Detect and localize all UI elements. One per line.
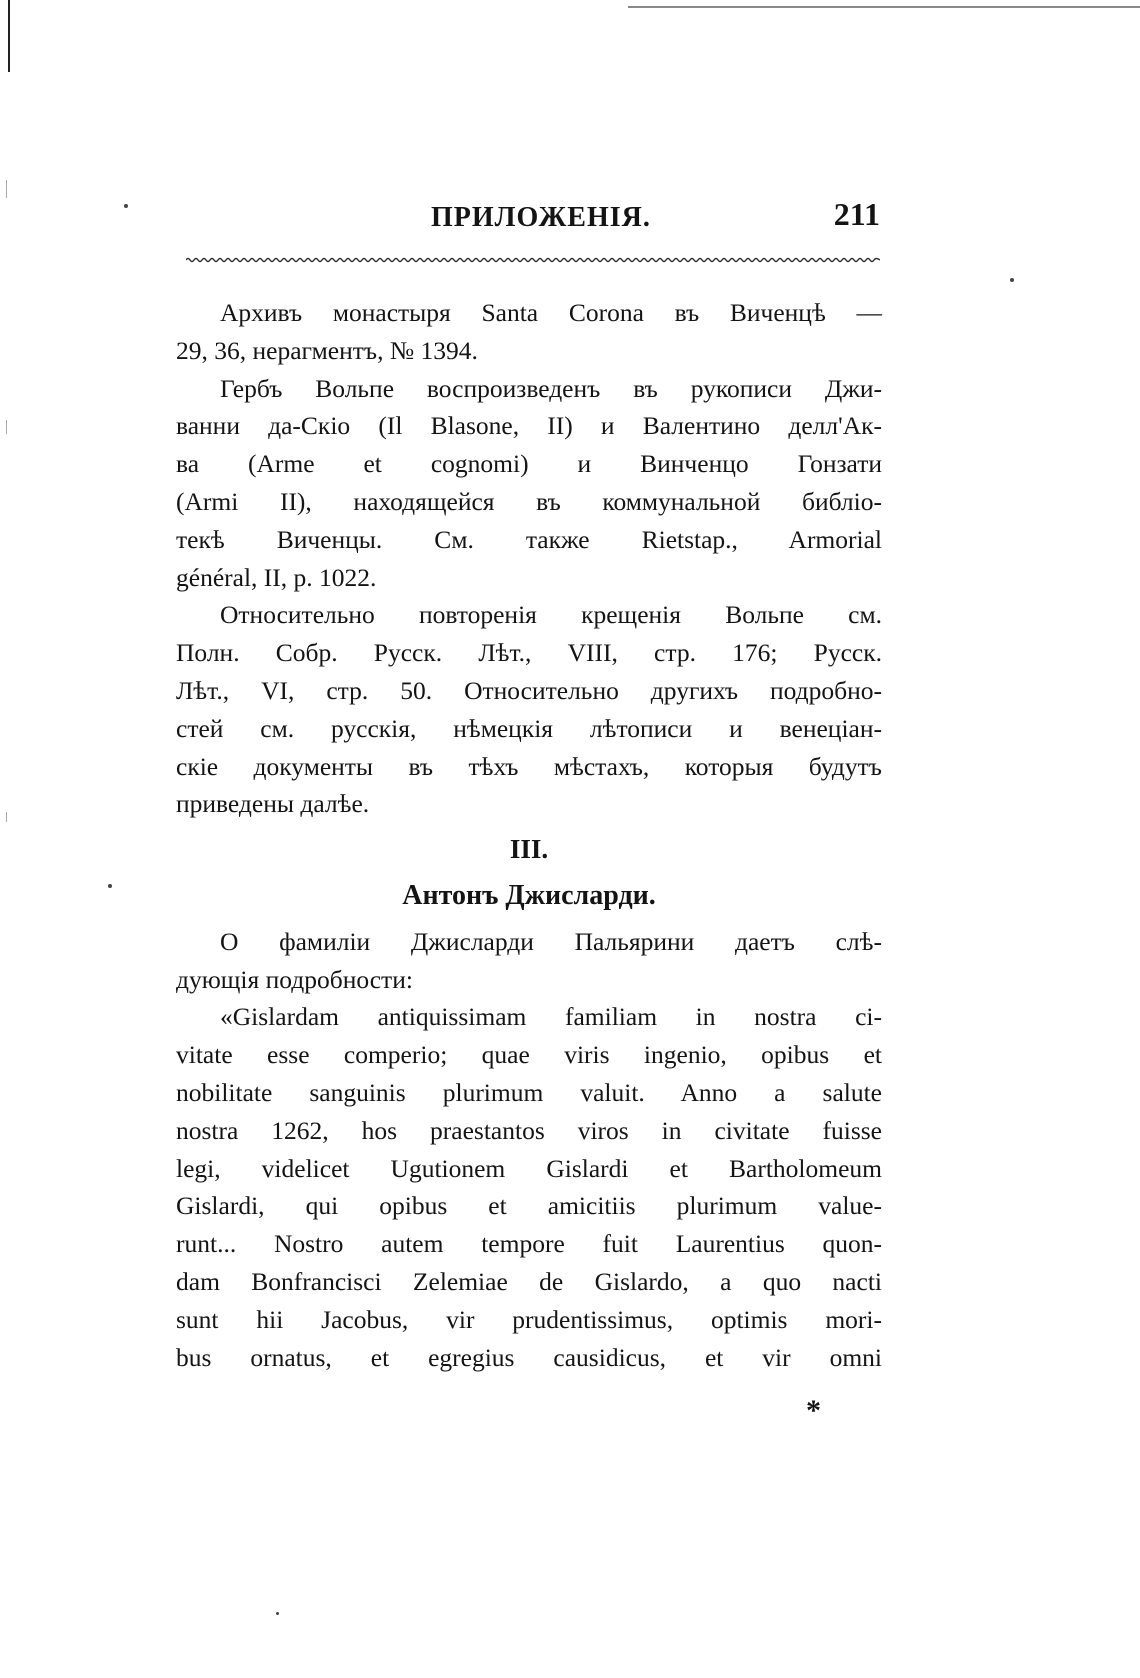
text-line: runt... Nostro autem tempore fuit Laurentius quon- [176, 1229, 882, 1259]
scan-speck [1010, 278, 1014, 282]
text-line: ванни да-Скіо (Il Blasone, II) и Валентино делл'Ак- [176, 411, 882, 441]
scan-speck [276, 1612, 279, 1615]
section-number: III. [509, 834, 549, 865]
text-line: Лѣт., VI, стр. 50. Относительно другихъ подробно- [176, 675, 882, 705]
text-line: Архивъ монастыря Santa Corona въ Виченцѣ — [220, 298, 882, 327]
scan-speck [108, 884, 112, 888]
text-line: dam Bonfrancisci Zelemiae de Gislardo, a quo nacti [176, 1266, 882, 1296]
text-line: Гербъ Вольпе воспроизведенъ въ рукописи Джи- [220, 373, 882, 403]
text-line: Gislardi, qui opibus et amicitiis plurimum value- [176, 1191, 882, 1221]
text-line: legi, videlicet Ugutionem Gislardi et Bartholomeum [176, 1153, 882, 1183]
text-line: (Armi II), находящейся въ коммунальной библіо- [176, 486, 882, 516]
footnote-mark: * [806, 1394, 821, 1427]
running-title: ПРИЛОЖЕНІЯ. [431, 202, 651, 233]
header-wavy-rule [186, 256, 880, 264]
scan-edge-tick [6, 812, 7, 822]
text-line: текѣ Виченцы. См. также Rietstap., Armorial [176, 524, 882, 554]
text-line: sunt hii Jacobus, vir prudentissimus, optimis mori- [176, 1304, 882, 1334]
text-line: 29, 36, нерагментъ, № 1394. [176, 335, 478, 365]
text-line: стей см. русскія, нѣмецкія лѣтописи и венеціан- [176, 713, 882, 743]
scan-top-line [628, 6, 1140, 8]
text-line: скіе документы въ тѣхъ мѣстахъ, которыя будутъ [176, 751, 882, 781]
scan-edge-tick [6, 420, 7, 434]
scan-edge-mark [8, 0, 10, 72]
scan-edge-tick [6, 180, 7, 198]
text-line: général, II, p. 1022. [176, 562, 377, 592]
text-line: Относительно повторенія крещенія Вольпе см. [220, 600, 882, 630]
text-line: nobilitate sanguinis plurimum valuit. Anno a salute [176, 1077, 882, 1107]
section-title: Антонъ Джиcларди. [402, 879, 656, 911]
text-line: Полн. Собр. Русск. Лѣт., VIII, стр. 176; Русск. [176, 638, 882, 668]
body-text [176, 294, 882, 1376]
page-number: 211 [833, 196, 880, 232]
text-line: дующія подробности: [176, 964, 413, 994]
text-line: ва (Arme et cognomi) и Винченцо Гонзати [176, 449, 882, 479]
text-line: приведены далѣе. [176, 789, 370, 819]
scan-speck [124, 204, 128, 208]
text-line: nostra 1262, hos praestantos viros in civitate fuisse [176, 1115, 882, 1145]
text-line: bus ornatus, et egregius causidicus, et vir omni [176, 1342, 882, 1372]
text-line: vitate esse comperio; quae viris ingenio, opibus et [176, 1040, 882, 1070]
text-line: «Gislardam antiquissimam familiam in nostra ci- [220, 1002, 882, 1032]
running-header [186, 196, 880, 242]
text-line: О фамиліи Джиcларди Пальярини даетъ слѣ- [220, 926, 882, 956]
